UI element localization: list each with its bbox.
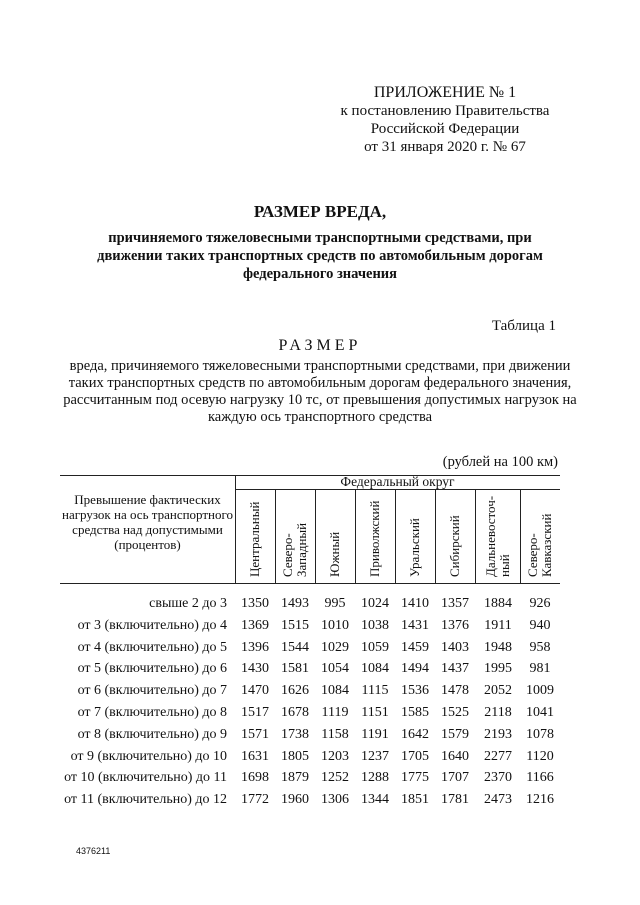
table-cell: 1579 — [441, 726, 469, 742]
row-label: от 5 (включительно) до 6 — [77, 661, 227, 677]
table-cell: 1879 — [281, 770, 309, 786]
table-cell: 1078 — [526, 726, 554, 742]
table-cell: 1437 — [441, 661, 469, 677]
table-cell: 1024 — [361, 596, 389, 611]
table-cell: 1772 — [241, 792, 269, 808]
table-row — [60, 618, 560, 640]
table-cell: 1029 — [321, 639, 349, 655]
table-cell: 1252 — [321, 770, 349, 786]
table-column-divider — [475, 489, 476, 583]
row-header: Превышение фактических нагрузок на ось транспортного средства над допустимыми (процентов) — [61, 492, 234, 552]
table-cell: 1059 — [361, 639, 389, 655]
table-cell: 1707 — [441, 770, 469, 786]
column-header-volga — [355, 489, 395, 583]
column-header-line-2: ный — [497, 554, 512, 577]
column-header-siberia — [435, 489, 475, 583]
table-row — [60, 749, 560, 771]
table-cell: 1738 — [281, 726, 309, 742]
column-header-line-1: Уральский — [407, 518, 422, 577]
table-cell: 1010 — [321, 617, 349, 633]
table-row — [60, 661, 560, 683]
table-cell: 1515 — [281, 617, 309, 633]
column-header-northwest — [275, 489, 315, 583]
table-cell: 1054 — [321, 661, 349, 677]
table-cell: 1038 — [361, 617, 389, 633]
table-cell: 1344 — [361, 792, 389, 808]
table-cell: 1191 — [361, 726, 389, 742]
table-cell: 1306 — [321, 792, 349, 808]
table-row — [60, 596, 560, 618]
table-cell: 1216 — [526, 792, 554, 808]
table-row — [60, 792, 560, 814]
table-cell: 1115 — [361, 683, 389, 699]
table-cell: 1884 — [484, 596, 512, 611]
table-cell: 2473 — [484, 792, 512, 808]
table-cell: 1459 — [401, 639, 429, 655]
column-header-line-1: Северо- — [280, 533, 295, 577]
row-label: свыше 2 до 3 — [149, 596, 227, 611]
table-cell: 1781 — [441, 792, 469, 808]
table-cell: 1805 — [281, 748, 309, 764]
table-cell: 1536 — [401, 683, 429, 699]
table-cell: 1678 — [281, 705, 309, 720]
table-cell: 1120 — [526, 748, 554, 764]
table-cell: 1571 — [241, 726, 269, 742]
units-note: (рублей на 100 км) — [442, 454, 558, 470]
table-cell: 2193 — [484, 726, 512, 742]
table-cell: 1350 — [241, 596, 269, 611]
appendix-line-3: от 31 января 2020 г. № 67 — [364, 139, 526, 155]
table-cell: 981 — [529, 661, 551, 677]
column-header-north-caucasus — [520, 489, 560, 583]
table-cell: 1698 — [241, 770, 269, 786]
table-cell: 940 — [529, 617, 551, 633]
table-cell: 1995 — [484, 661, 512, 677]
group-header: Федеральный округ — [340, 474, 455, 489]
table-header-bottom-rule — [60, 583, 560, 584]
table-cell: 1430 — [241, 661, 269, 677]
column-header-ural — [395, 489, 435, 583]
main-subheading: причиняемого тяжеловесными транспортными средствами, при движении таких транспортных средств по автомобильным дорогам федерального значения — [97, 230, 543, 282]
column-header-line-1: Приволжский — [367, 500, 382, 577]
table-cell: 1288 — [361, 770, 389, 786]
row-label: от 8 (включительно) до 9 — [77, 726, 227, 742]
row-label: от 11 (включительно) до 12 — [64, 792, 227, 808]
table-cell: 1431 — [401, 617, 429, 633]
table-cell: 1119 — [321, 705, 349, 720]
table-row — [60, 640, 560, 662]
table-subtitle: вреда, причиняемого тяжеловесными транспортными средствами, при движении таких транспортных средств по автомобильным дорогам федерального значения, рассчитанным под осевую нагрузку 10 тс, от превышения допустимых нагрузок на каждую ось транспортного средства — [63, 358, 577, 425]
row-label: от 10 (включительно) до 11 — [64, 770, 227, 786]
column-header-line-1: Южный — [327, 531, 342, 577]
table-cell: 1041 — [526, 705, 554, 720]
table-cell: 1357 — [441, 596, 469, 611]
table-cell: 1166 — [526, 770, 554, 786]
column-header-line-2: Кавказский — [539, 513, 554, 577]
table-cell: 1376 — [441, 617, 469, 633]
row-label: от 4 (включительно) до 5 — [77, 639, 227, 655]
table-cell: 1478 — [441, 683, 469, 699]
column-header-central — [235, 489, 275, 583]
document-number: 4376211 — [76, 846, 111, 856]
column-header-line-1: Северо- — [525, 533, 540, 577]
table-cell: 1237 — [361, 748, 389, 764]
row-label: от 6 (включительно) до 7 — [77, 683, 227, 699]
main-heading: РАЗМЕР ВРЕДА, — [253, 202, 387, 221]
appendix-line-1: к постановлению Правительства — [340, 103, 550, 119]
table-cell: 1640 — [441, 748, 469, 764]
table-cell: 1911 — [484, 617, 512, 633]
table-cell: 1775 — [401, 770, 429, 786]
table-label: Таблица 1 — [491, 318, 556, 334]
table-cell: 1525 — [441, 705, 469, 720]
table-cell: 995 — [324, 596, 346, 611]
table-row — [60, 705, 560, 727]
table-cell: 1470 — [241, 683, 269, 699]
table-cell: 1494 — [401, 661, 429, 677]
table-cell: 1493 — [281, 596, 309, 611]
table-cell: 1544 — [281, 639, 309, 655]
table-cell: 1009 — [526, 683, 554, 699]
table-cell: 926 — [529, 596, 551, 611]
table-cell: 1585 — [401, 705, 429, 720]
appendix-block — [335, 84, 555, 156]
column-header-line-1: Центральный — [247, 501, 262, 577]
table-cell: 1203 — [321, 748, 349, 764]
column-header-line-2: Западный — [294, 522, 309, 577]
column-header-line-1: Сибирский — [447, 515, 462, 577]
table-cell: 1403 — [441, 639, 469, 655]
table-row — [60, 770, 560, 792]
row-label: от 7 (включительно) до 8 — [77, 705, 227, 720]
table-title: РАЗМЕР — [278, 337, 362, 354]
table-row — [60, 727, 560, 749]
table-cell: 1705 — [401, 748, 429, 764]
table-cell: 1851 — [401, 792, 429, 808]
table-cell: 2277 — [484, 748, 512, 764]
table-cell: 1369 — [241, 617, 269, 633]
column-header-south — [315, 489, 355, 583]
table-cell: 1517 — [241, 705, 269, 720]
table-cell: 1158 — [321, 726, 349, 742]
table-cell: 1642 — [401, 726, 429, 742]
row-label: от 9 (включительно) до 10 — [70, 748, 227, 764]
table-cell: 1581 — [281, 661, 309, 677]
table-cell: 1084 — [321, 683, 349, 699]
appendix-line-2: Российской Федерации — [370, 121, 520, 137]
column-header-line-1: Дальневосточ- — [483, 495, 498, 577]
table-cell: 2370 — [484, 770, 512, 786]
table-cell: 1084 — [361, 661, 389, 677]
table-cell: 2052 — [484, 683, 512, 699]
appendix-title: ПРИЛОЖЕНИЕ № 1 — [373, 84, 517, 101]
table-cell: 1410 — [401, 596, 429, 611]
row-label: от 3 (включительно) до 4 — [77, 617, 227, 633]
table-cell: 1948 — [484, 639, 512, 655]
table-cell: 1626 — [281, 683, 309, 699]
column-header-far-east — [478, 489, 518, 583]
table-cell: 1151 — [361, 705, 389, 720]
table-cell: 1396 — [241, 639, 269, 655]
table-cell: 2118 — [484, 705, 512, 720]
table-cell: 1960 — [281, 792, 309, 808]
table-row — [60, 683, 560, 705]
table-cell: 958 — [529, 639, 551, 655]
table-cell: 1631 — [241, 748, 269, 764]
